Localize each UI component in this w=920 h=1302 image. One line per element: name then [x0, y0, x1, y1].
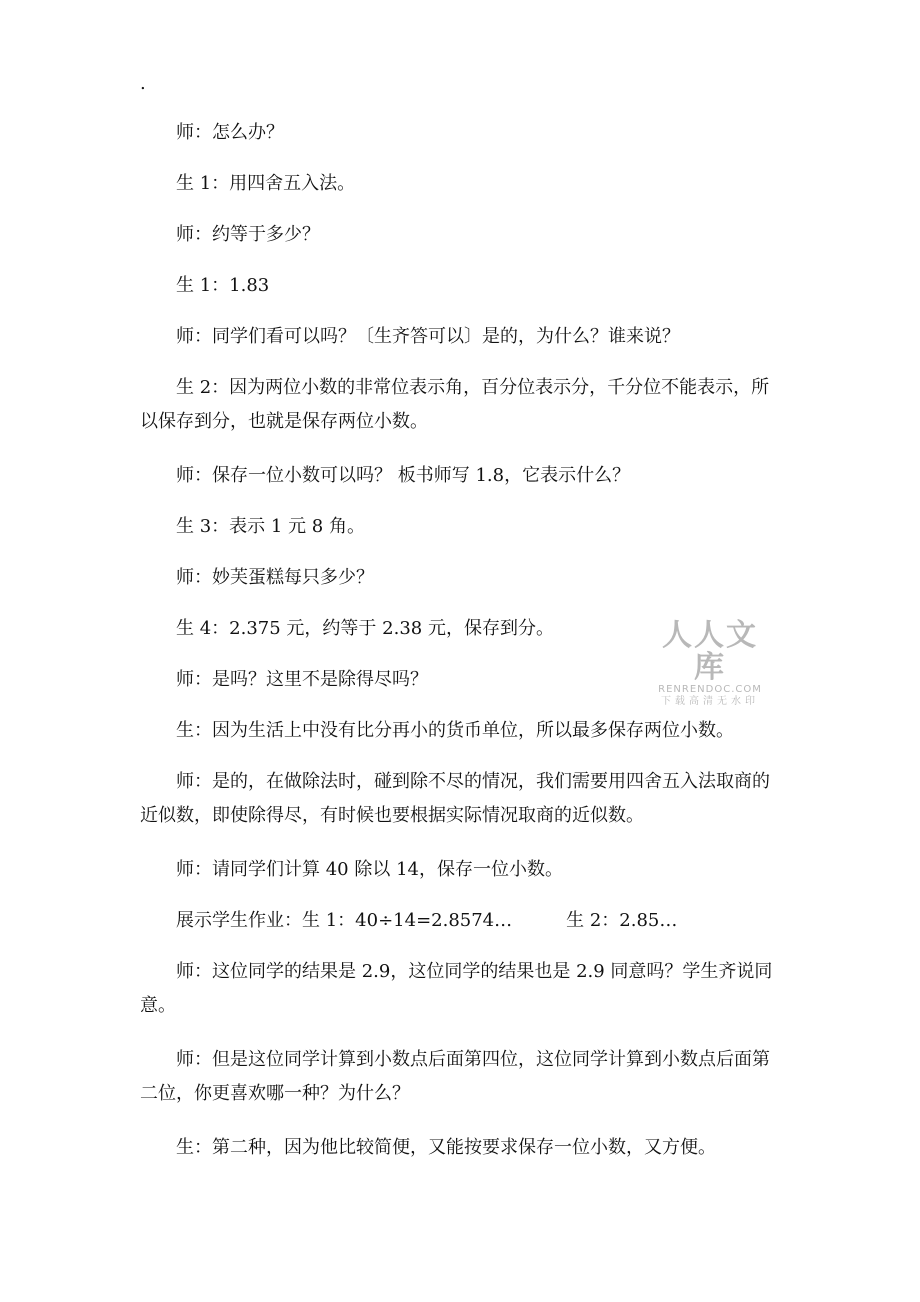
paragraph-8: 生 3：表示 1 元 8 角。 — [176, 516, 365, 537]
paragraph-15: 展示学生作业：生 1：40÷14=2.8574… 生 2：2.85… — [176, 910, 678, 931]
paragraph-5: 师：同学们看可以吗？〔生齐答可以〕是的，为什么？谁来说？ — [176, 326, 680, 347]
leading-mark: . — [140, 73, 146, 94]
watermark — [647, 620, 773, 708]
paragraph-4: 生 1：1.83 — [176, 275, 270, 296]
paragraph-12: 生：因为生活上中没有比分再小的货币单位，所以最多保存两位小数。 — [176, 720, 734, 741]
paragraph-11: 师：是吗？这里不是除得尽吗？ — [176, 669, 428, 690]
paragraph-10: 生 4：2.375 元，约等于 2.38 元，保存到分。 — [176, 618, 554, 639]
paragraph-13: 师：是的，在做除法时，碰到除不尽的情况，我们需要用四舍五入法取商的近似数，即使除得尽，有时候也要根据实际情况取商的近似数。 — [140, 771, 770, 826]
paragraph-3: 师：约等于多少？ — [176, 224, 320, 245]
watermark-tagline: 下载高清无水印 — [661, 696, 759, 707]
paragraph-1: 师：怎么办？ — [176, 122, 284, 143]
watermark-title: 人人文库 — [662, 618, 758, 685]
paragraph-14: 师：请同学们计算 40 除以 14，保存一位小数。 — [176, 859, 563, 880]
paragraph-6: 生 2：因为两位小数的非常位表示角，百分位表示分，千分位不能表示，所以保存到分，也就是保存两位小数。 — [140, 377, 770, 432]
paragraph-17: 师：但是这位同学计算到小数点后面第四位，这位同学计算到小数点后面第二位，你更喜欢哪一种？为什么？ — [140, 1049, 770, 1104]
paragraph-18: 生：第二种，因为他比较简便，又能按要求保存一位小数，又方便。 — [176, 1137, 716, 1158]
paragraph-16: 师：这位同学的结果是 2.9，这位同学的结果也是 2.9 同意吗？学生齐说同意。 — [140, 961, 773, 1016]
paragraph-9: 师：妙芙蛋糕每只多少？ — [176, 567, 374, 588]
paragraph-7: 师：保存一位小数可以吗？ 板书师写 1.8，它表示什么？ — [176, 465, 631, 486]
watermark-site: RENRENDOC.COM — [658, 684, 762, 695]
paragraph-2: 生 1：用四舍五入法。 — [176, 173, 356, 194]
